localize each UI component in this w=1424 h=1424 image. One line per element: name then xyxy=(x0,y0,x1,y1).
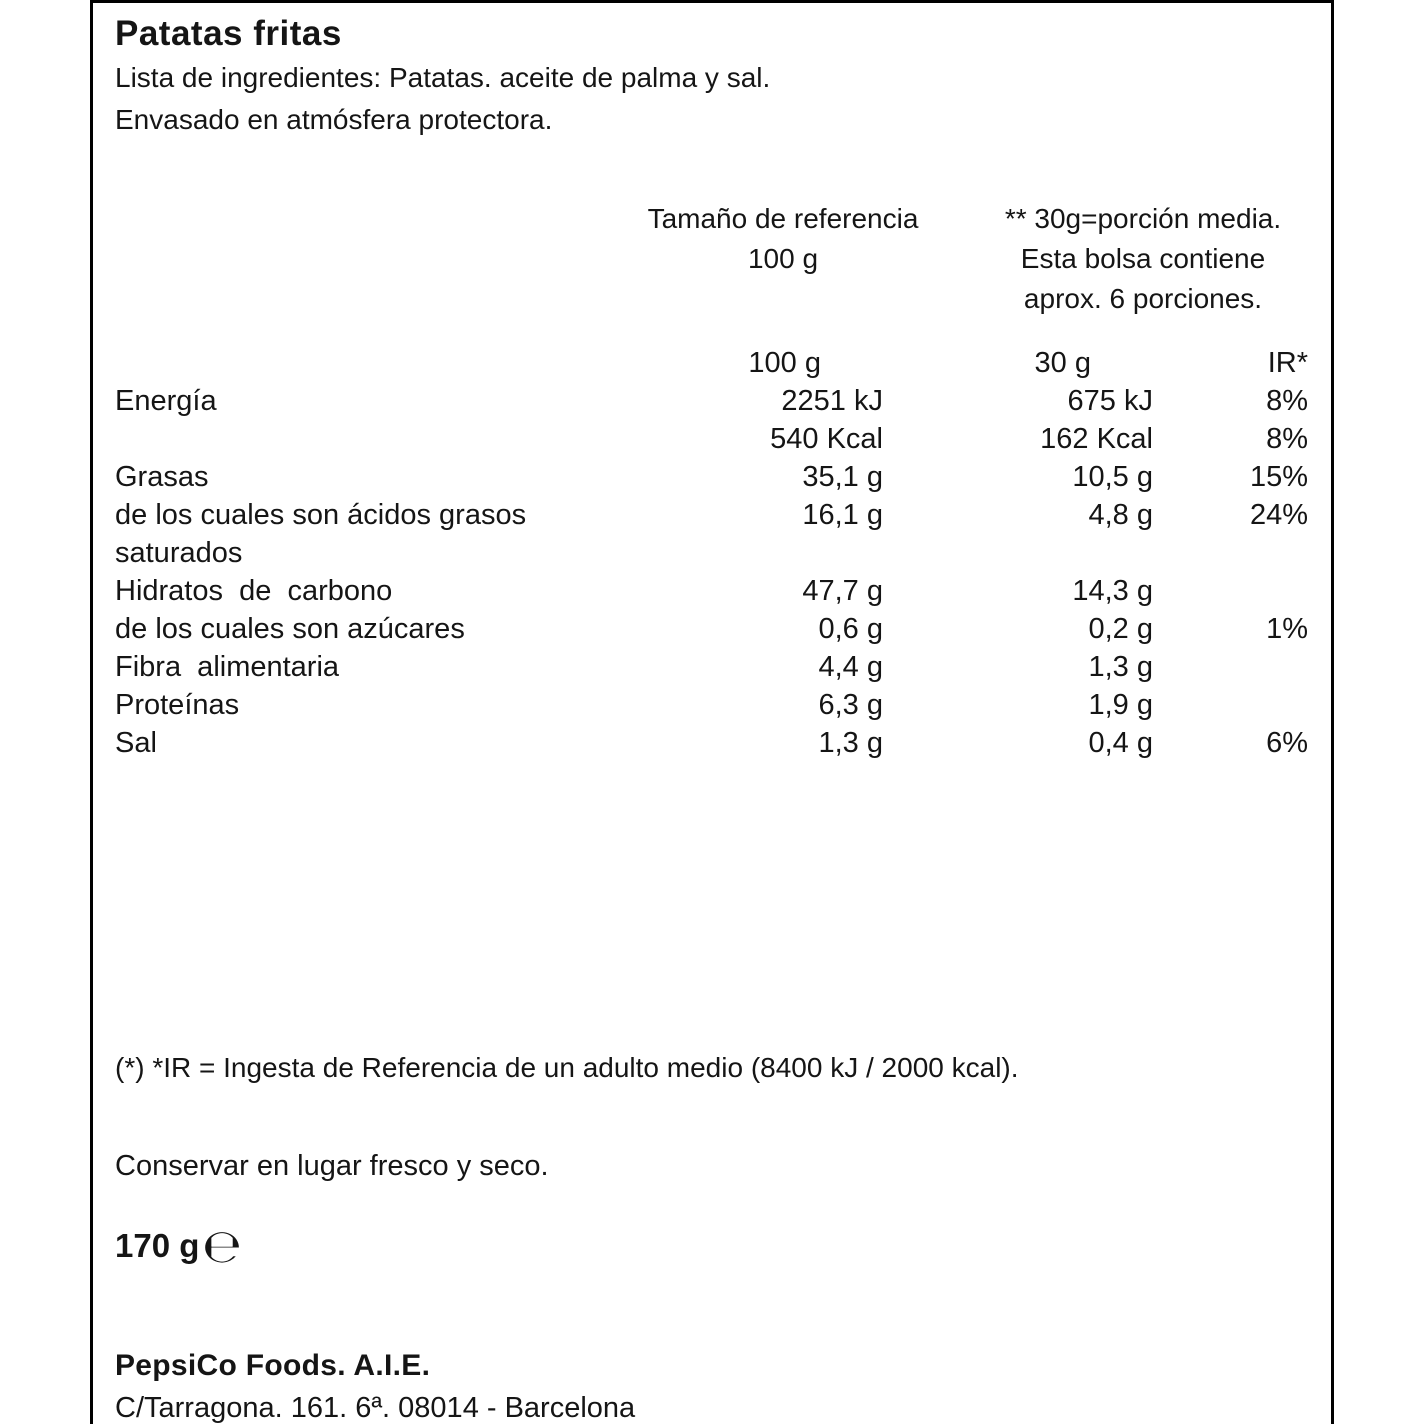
portion-line-2: Esta bolsa contiene xyxy=(1020,243,1266,274)
row-value-30g: 14,3 g xyxy=(1072,575,1153,607)
table-row-salt xyxy=(115,724,1308,762)
reference-intake-footnote: (*) *IR = Ingesta de Referencia de un adulto medio (8400 kJ / 2000 kcal). xyxy=(115,1052,1019,1083)
row-value-100g: 35,1 g xyxy=(802,461,883,493)
reference-size-value: 100 g xyxy=(747,243,819,274)
row-value-30g: 1,9 g xyxy=(1088,689,1153,721)
table-row-energy-kcal xyxy=(115,420,1308,458)
row-value-ir xyxy=(1153,534,1308,572)
row-value-30g: 1,3 g xyxy=(1088,651,1153,683)
row-value-ir: 24% xyxy=(1249,499,1308,531)
product-title: Patatas fritas xyxy=(115,14,342,53)
reference-size-block xyxy=(583,199,983,279)
row-label xyxy=(115,420,633,458)
row-label: Energía xyxy=(115,385,217,417)
packaging-line: Envasado en atmósfera protectora. xyxy=(115,104,553,135)
label-border-box xyxy=(90,0,1334,1424)
reference-size-label: Tamaño de referencia xyxy=(647,203,919,234)
row-value-ir: 15% xyxy=(1249,461,1308,493)
table-row-sugars xyxy=(115,610,1308,648)
row-value-30g: 10,5 g xyxy=(1072,461,1153,493)
storage-instructions: Conservar en lugar fresco y seco. xyxy=(115,1150,549,1182)
row-value-100g: 16,1 g xyxy=(802,499,883,531)
manufacturer-block xyxy=(115,1345,635,1424)
header-30g: 30 g xyxy=(1034,347,1091,379)
row-value-100g: 4,4 g xyxy=(818,651,883,683)
row-value-ir xyxy=(1153,572,1308,610)
row-value-100g: 0,6 g xyxy=(818,613,883,645)
ingredients-line: Lista de ingredientes: Patatas. aceite de palma y sal. xyxy=(115,62,771,93)
row-value-ir xyxy=(1153,686,1308,724)
manufacturer-name: PepsiCo Foods. A.I.E. xyxy=(115,1349,431,1382)
row-value-30g: 0,4 g xyxy=(1088,727,1153,759)
row-value-ir: 1% xyxy=(1266,613,1308,645)
portion-line-3: aprox. 6 porciones. xyxy=(1023,283,1263,314)
table-row-energy-kj xyxy=(115,382,1308,420)
table-row-carbohydrates xyxy=(115,572,1308,610)
net-weight-value: 170 g xyxy=(115,1227,200,1264)
estimated-sign-icon: ℮ xyxy=(202,1219,242,1273)
nutrition-table-header xyxy=(115,344,1308,382)
row-value-100g: 2251 kJ xyxy=(781,385,883,417)
header-ir: IR* xyxy=(1267,347,1308,379)
row-value-100g xyxy=(633,534,883,572)
row-value-ir: 8% xyxy=(1266,385,1308,417)
label-header xyxy=(115,11,1309,141)
table-row-saturated-continued xyxy=(115,534,1308,572)
table-row-fiber xyxy=(115,648,1308,686)
row-value-100g: 47,7 g xyxy=(802,575,883,607)
header-empty xyxy=(115,344,633,382)
portion-info-block xyxy=(958,199,1328,319)
manufacturer-address: C/Tarragona. 161. 6ª. 08014 - Barcelona xyxy=(115,1392,636,1424)
row-value-100g: 6,3 g xyxy=(818,689,883,721)
row-label: de los cuales son ácidos grasos xyxy=(115,499,527,531)
row-value-100g: 540 Kcal xyxy=(770,423,883,455)
row-label: saturados xyxy=(115,537,243,569)
row-value-30g: 0,2 g xyxy=(1088,613,1153,645)
row-value-ir xyxy=(1153,648,1308,686)
row-value-30g: 675 kJ xyxy=(1067,385,1153,417)
row-label: Hidratos de carbono xyxy=(115,575,393,607)
row-value-ir: 6% xyxy=(1266,727,1308,759)
table-row-fat xyxy=(115,458,1308,496)
row-label: de los cuales son azúcares xyxy=(115,613,465,645)
row-label: Sal xyxy=(115,727,157,759)
row-value-30g: 4,8 g xyxy=(1088,499,1153,531)
header-100g: 100 g xyxy=(748,347,821,379)
row-label: Grasas xyxy=(115,461,209,493)
row-value-30g xyxy=(883,534,1153,572)
table-row-saturated-fat xyxy=(115,496,1308,534)
nutrition-table xyxy=(115,344,1308,762)
row-label: Proteínas xyxy=(115,689,240,721)
row-value-100g: 1,3 g xyxy=(818,727,883,759)
row-value-ir: 8% xyxy=(1266,423,1308,455)
net-weight xyxy=(115,1219,242,1273)
table-row-protein xyxy=(115,686,1308,724)
portion-line-1: ** 30g=porción media. xyxy=(1004,203,1282,234)
row-label: Fibra alimentaria xyxy=(115,651,340,683)
row-value-30g: 162 Kcal xyxy=(1040,423,1153,455)
